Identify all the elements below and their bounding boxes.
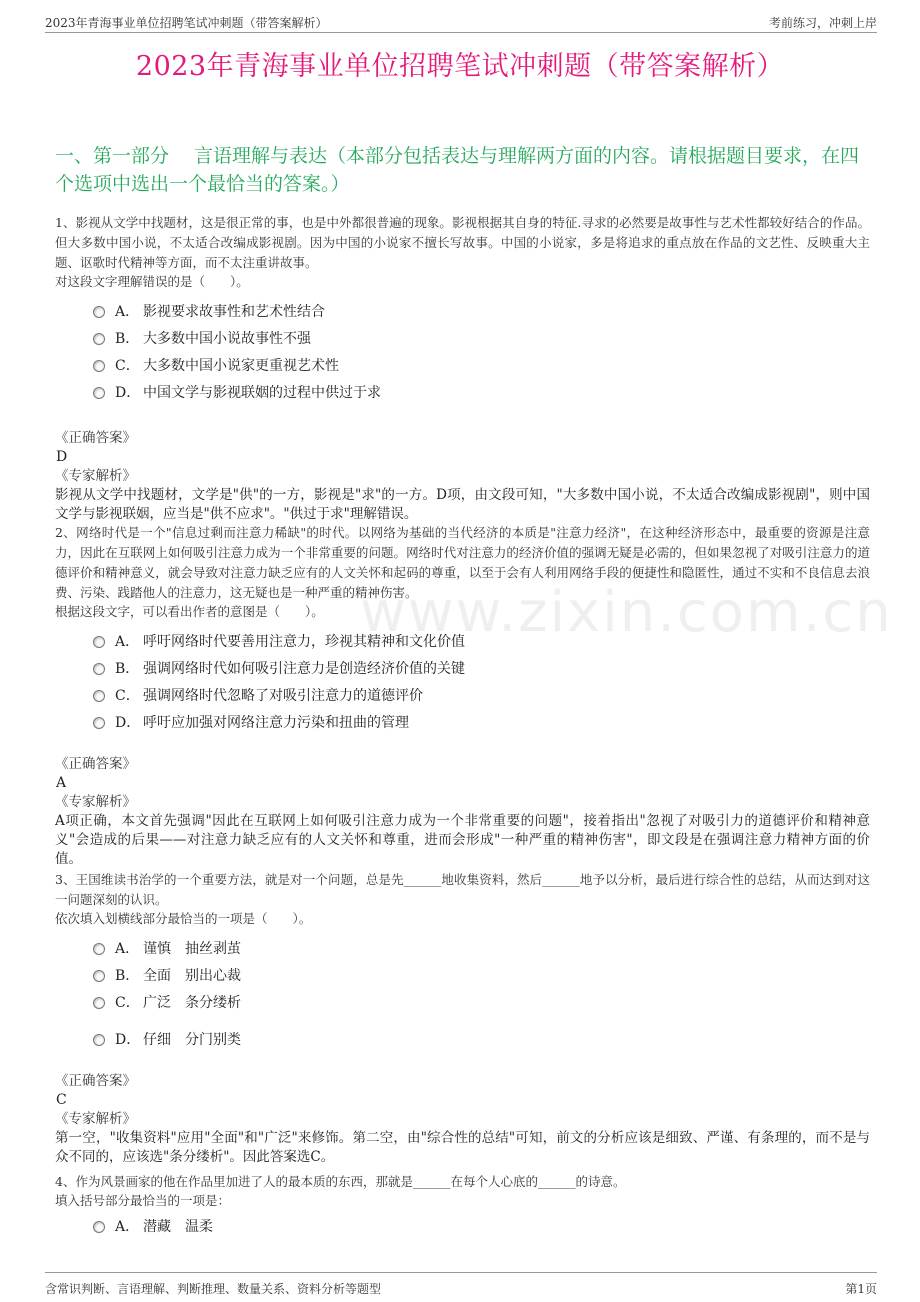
watermark: www.zixin.com.cn <box>360 580 893 645</box>
radio-button-icon[interactable] <box>93 970 105 982</box>
option-c[interactable] <box>55 351 870 378</box>
option-text: 仔细 分门别类 <box>143 1031 241 1048</box>
question-stem: 1、影视从文学中找题材，这是很正常的事，也是中外都很普遍的现象。影视根据其自身的特征.寻求的必然要是故事性与艺术性都较好结合的作品。但大多数中国小说，不太适合改编成影视剧。因为中国的小说家不擅长写故事。中国的小说家，多是将追求的重点放在作品的文艺性、反映重大主题、讴歌时代精神等方面，而不太注重讲故事。 <box>55 215 870 270</box>
option-text: 呼吁应加强对网络注意力污染和扭曲的管理 <box>143 714 409 731</box>
option-c[interactable] <box>55 988 870 1015</box>
option-letter: D． <box>115 1031 141 1048</box>
option-a[interactable] <box>55 627 870 654</box>
page-footer <box>0 1272 920 1302</box>
answer-value: C <box>56 1092 67 1108</box>
option-letter: B． <box>115 330 140 347</box>
options-list <box>55 934 870 1052</box>
answer-value: D <box>56 449 68 465</box>
header-doc-title: 2023年青海事业单位招聘笔试冲刺题（带答案解析） <box>45 16 328 30</box>
radio-button-icon[interactable] <box>93 1221 105 1233</box>
option-d[interactable] <box>55 378 870 405</box>
option-text: 强调网络时代如何吸引注意力是创造经济价值的关键 <box>143 660 465 677</box>
radio-button-icon[interactable] <box>93 663 105 675</box>
option-b[interactable] <box>55 961 870 988</box>
question-prompt: 根据这段文字，可以看出作者的意图是（ ）。 <box>55 604 324 619</box>
answer-label: 《正确答案》 <box>55 430 136 446</box>
header-slogan: 考前练习，冲刺上岸 <box>768 16 877 30</box>
question-prompt: 填入括号部分最恰当的一项是： <box>55 1193 231 1208</box>
question-2 <box>55 523 870 869</box>
answer-label: 《正确答案》 <box>55 1073 136 1089</box>
option-text: 强调网络时代忽略了对吸引注意力的道德评价 <box>143 687 423 704</box>
radio-button-icon[interactable] <box>93 306 105 318</box>
option-letter: A． <box>115 940 140 957</box>
radio-button-icon[interactable] <box>93 387 105 399</box>
option-letter: C． <box>115 687 140 704</box>
answer-label: 《正确答案》 <box>55 756 136 772</box>
question-prompt: 对这段文字理解错误的是（ ）。 <box>55 274 249 289</box>
explanation-text: 影视从文学中找题材，文学是"供"的一方，影视是"求"的一方。D项，由文段可知，"大多数中国小说，不太适合改编成影视剧"，则中国文学与影视联姻，应当是"供不应求"。"供过于求"理解错误。 <box>55 487 870 522</box>
question-1 <box>55 213 870 524</box>
page-header <box>0 0 920 36</box>
option-d[interactable] <box>55 1025 870 1052</box>
option-text: 潜藏 温柔 <box>143 1218 213 1235</box>
option-text: 中国文学与影视联姻的过程中供过于求 <box>143 384 381 401</box>
radio-button-icon[interactable] <box>93 636 105 648</box>
option-b[interactable] <box>55 324 870 351</box>
radio-button-icon[interactable] <box>93 997 105 1009</box>
option-text: 大多数中国小说故事性不强 <box>143 330 311 347</box>
option-text: 影视要求故事性和艺术性结合 <box>143 303 325 320</box>
section-heading: 一、第一部分 言语理解与表达（本部分包括表达与理解两方面的内容。请根据题目要求，在四个选项中选出一个最恰当的答案。） <box>55 145 860 195</box>
option-text: 全面 别出心裁 <box>143 967 241 984</box>
explanation-text: 第一空，"收集资料"应用"全面"和"广泛"来修饰。第二空，由"综合性的总结"可知，前文的分析应该是细致、严谨、有条理的，而不是与众不同的，应该选"条分缕析"。因此答案选C。 <box>55 1130 870 1165</box>
option-letter: A． <box>115 303 140 320</box>
radio-button-icon[interactable] <box>93 333 105 345</box>
option-letter: B． <box>115 660 140 677</box>
option-letter: A． <box>115 633 140 650</box>
option-text: 谨慎 抽丝剥茧 <box>143 940 241 957</box>
question-4 <box>55 1172 870 1239</box>
radio-button-icon[interactable] <box>93 717 105 729</box>
explanation-text: A项正确，本文首先强调"因此在互联网上如何吸引注意力成为一个非常重要的问题"，接着指出"忽视了对吸引力的道德评价和精神意义"会造成的后果——对注意力缺乏应有的人文关怀和尊重，进而会形成"一种严重的精神伤害"，即文段是在强调注意力精神方面的价值。 <box>55 813 870 867</box>
options-list <box>55 1212 870 1239</box>
footer-divider <box>45 1272 877 1273</box>
option-letter: B． <box>115 967 140 984</box>
question-3 <box>55 870 870 1167</box>
question-stem: 4、作为风景画家的他在作品里加进了人的最本质的东西，那就是______在每个人心底的______的诗意。 <box>55 1174 626 1189</box>
explanation-label: 《专家解析》 <box>55 1111 136 1127</box>
question-stem: 2、网络时代是一个"信息过剩而注意力稀缺"的时代。以网络为基础的当代经济的本质是"注意力经济"，在这种经济形态中，最重要的资源是注意力，因此在互联网上如何吸引注意力成为一个非常重要的问题。网络时代对注意力的经济价值的强调无疑是必需的，但如果忽视了对吸引注意力的道德评价和精神意义，就会导致对注意力缺乏应有的人文关怀和起码的尊重，以至于会有人利用网络手段的便捷性和隐匿性，通过不实和不良信息去浪费、污染、践踏他人的注意力，这无疑也是一种严重的精神伤害。 <box>55 525 870 600</box>
answer-value: A <box>56 775 67 791</box>
header-divider <box>45 32 877 33</box>
footer-topics: 含常识判断、言语理解、判断推理、数量关系、资料分析等题型 <box>45 1282 382 1296</box>
question-stem: 3、王国维读书治学的一个重要方法，就是对一个问题，总是先______地收集资料，然后______地予以分析，最后进行综合性的总结，从而达到对这一问题深刻的认识。 <box>55 872 870 907</box>
radio-button-icon[interactable] <box>93 943 105 955</box>
option-a[interactable] <box>55 934 870 961</box>
option-letter: C． <box>115 357 140 374</box>
option-text: 呼吁网络时代要善用注意力，珍视其精神和文化价值 <box>143 633 465 650</box>
radio-button-icon[interactable] <box>93 690 105 702</box>
option-letter: A． <box>115 1218 140 1235</box>
radio-button-icon[interactable] <box>93 360 105 372</box>
option-letter: D． <box>115 384 141 401</box>
option-text: 广泛 条分缕析 <box>143 994 241 1011</box>
option-d[interactable] <box>55 708 870 735</box>
option-letter: C． <box>115 994 140 1011</box>
option-a[interactable] <box>55 297 870 324</box>
question-prompt: 依次填入划横线部分最恰当的一项是（ ）。 <box>55 911 312 926</box>
option-c[interactable] <box>55 681 870 708</box>
options-list <box>55 297 870 405</box>
options-list <box>55 627 870 735</box>
option-text: 大多数中国小说家更重视艺术性 <box>143 357 339 374</box>
option-a[interactable] <box>55 1212 870 1239</box>
option-b[interactable] <box>55 654 870 681</box>
option-letter: D． <box>115 714 141 731</box>
explanation-label: 《专家解析》 <box>55 468 136 484</box>
radio-button-icon[interactable] <box>93 1034 105 1046</box>
explanation-label: 《专家解析》 <box>55 794 136 810</box>
page-title: 2023年青海事业单位招聘笔试冲刺题（带答案解析） <box>135 51 785 82</box>
page-number: 第1页 <box>845 1282 877 1296</box>
